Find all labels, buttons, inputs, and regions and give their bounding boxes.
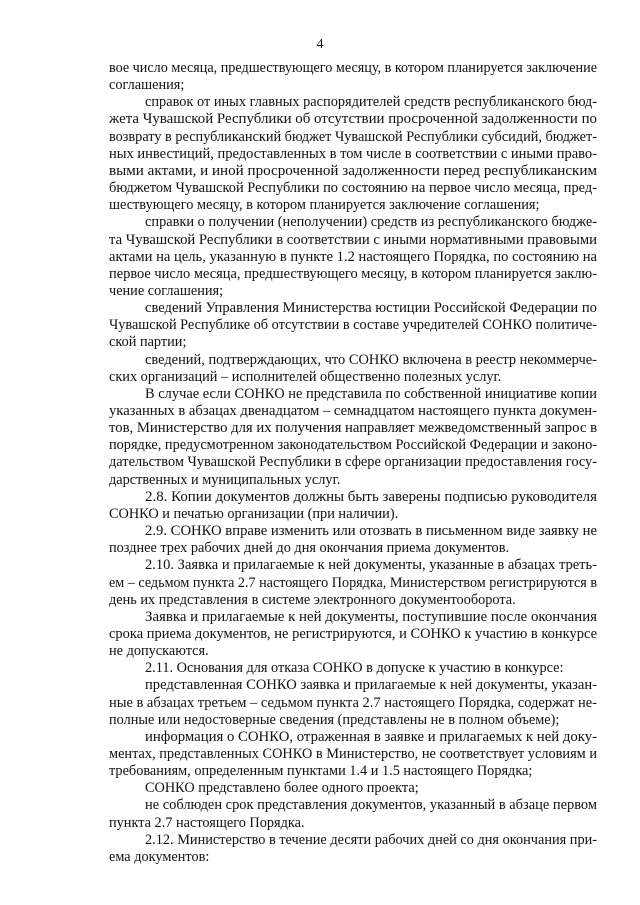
text-line: ментах, представленных СОНКО в Министерство, не соответствует условиям и [109,746,597,762]
text-line: ской партии; [109,334,187,350]
text-line: Чувашской Республике об отсутствии в составе учредителей СОНКО политиче- [109,317,597,333]
text-line: срока приема документов, не регистрируются, и СОНКО к участию в конкурсе [109,626,597,642]
text-line: бюджетом Чувашской Республики по состоянию на первое число месяца, пред- [109,180,597,196]
text-line: возврату в республиканский бюджет Чувашской Республики субсидий, бюджет- [109,129,598,145]
text-line: ема документов: [109,849,210,865]
text-line: 2.11. Основания для отказа СОНКО в допуске к участию в конкурсе: [145,660,564,676]
text-line: указанных в абзацах двенадцатом – семнадцатом настоящего пункта докумен- [109,403,598,419]
text-line: информация о СОНКО, отраженная в заявке и прилагаемых к ней доку- [145,729,598,745]
text-line: 2.10. Заявка и прилагаемые к ней документы, указанные в абзацах треть- [145,557,597,573]
text-line: сведений Управления Министерства юстиции Российской Федерации по [145,300,597,316]
text-line: ских организаций – исполнителей общественно полезных услуг. [109,369,502,385]
text-line: пункта 2.7 настоящего Порядка. [109,815,305,831]
text-line: актами на цель, указанную в пункте 1.2 настоящего Порядка, по состоянию на [109,249,598,265]
text-line: ные в абзацах третьем – седьмом пункта 2.7 настоящего Порядка, содержат не- [109,695,597,711]
text-line: позднее трех рабочих дней до дня окончания приема документов. [109,540,510,556]
text-line: не соблюден срок представления документов, указанный в абзаце первом [145,797,597,813]
text-line: чение соглашения; [109,283,224,299]
text-line: ем – седьмом пункта 2.7 настоящего Порядка, Министерством регистрируются в [109,575,598,591]
text-line: день их представления в системе электронного документооборота. [109,592,516,608]
text-line: 2.8. Копии документов должны быть заверены подписью руководителя [145,489,598,505]
text-line: ных инвестиций, предоставленных в том числе в соответствии с иными право- [109,146,598,162]
text-line: вое число месяца, предшествующего месяцу, в котором планируется заключение [109,60,597,76]
text-line: требованиям, определенным пунктами 1.4 и 1.5 настоящего Порядка; [109,763,533,779]
text-line: сведений, подтверждающих, что СОНКО включена в реестр некоммерче- [145,352,597,368]
page-number: 4 [316,37,324,52]
text-line: тов, Министерство для их получения направляет межведомственный запрос в [109,420,598,436]
text-line: жета Чувашской Республики об отсутствии просроченной задолженности по [109,111,598,127]
text-line: 2.9. СОНКО вправе изменить или отозвать в письменном виде заявку не [145,523,597,539]
text-line: не допускаются. [109,643,209,659]
text-line: 2.12. Министерство в течение десяти рабочих дней со дня окончания при- [145,832,598,848]
text-line: справки о получении (неполучении) средств из республиканского бюдже- [145,214,598,230]
text-line: Заявка и прилагаемые к ней документы, поступившие после окончания [145,609,598,625]
text-line: шествующего месяцу, в котором планируется заключение соглашения; [109,197,540,213]
text-line: СОНКО и печатью организации (при наличии). [109,506,399,522]
text-line: СОНКО представлено более одного проекта; [145,780,419,796]
text-line: полные или недостоверные сведения (представлены не в полном объеме); [109,712,560,728]
text-line: дарственных и муниципальных услуг. [109,472,341,488]
text-line: порядке, предусмотренном законодательством Российской Федерации и законо- [109,437,597,453]
text-line: В случае если СОНКО не представила по собственной инициативе копии [145,386,598,402]
text-line: справок от иных главных распорядителей средств республиканского бюд- [145,94,597,110]
text-line: соглашения; [109,77,185,93]
text-line: выми актами, и иной просроченной задолженности перед республиканским [109,163,598,179]
text-line: представленная СОНКО заявка и прилагаемые к ней документы, указан- [145,677,597,693]
text-line: та Чувашской Республики в соответствии с иными нормативными правовыми [109,232,598,248]
text-line: первое число месяца, предшествующего месяцу, в котором планируется заклю- [109,266,598,282]
text-line: дательством Чувашской Республики в сфере организации предоставления госу- [109,454,598,470]
